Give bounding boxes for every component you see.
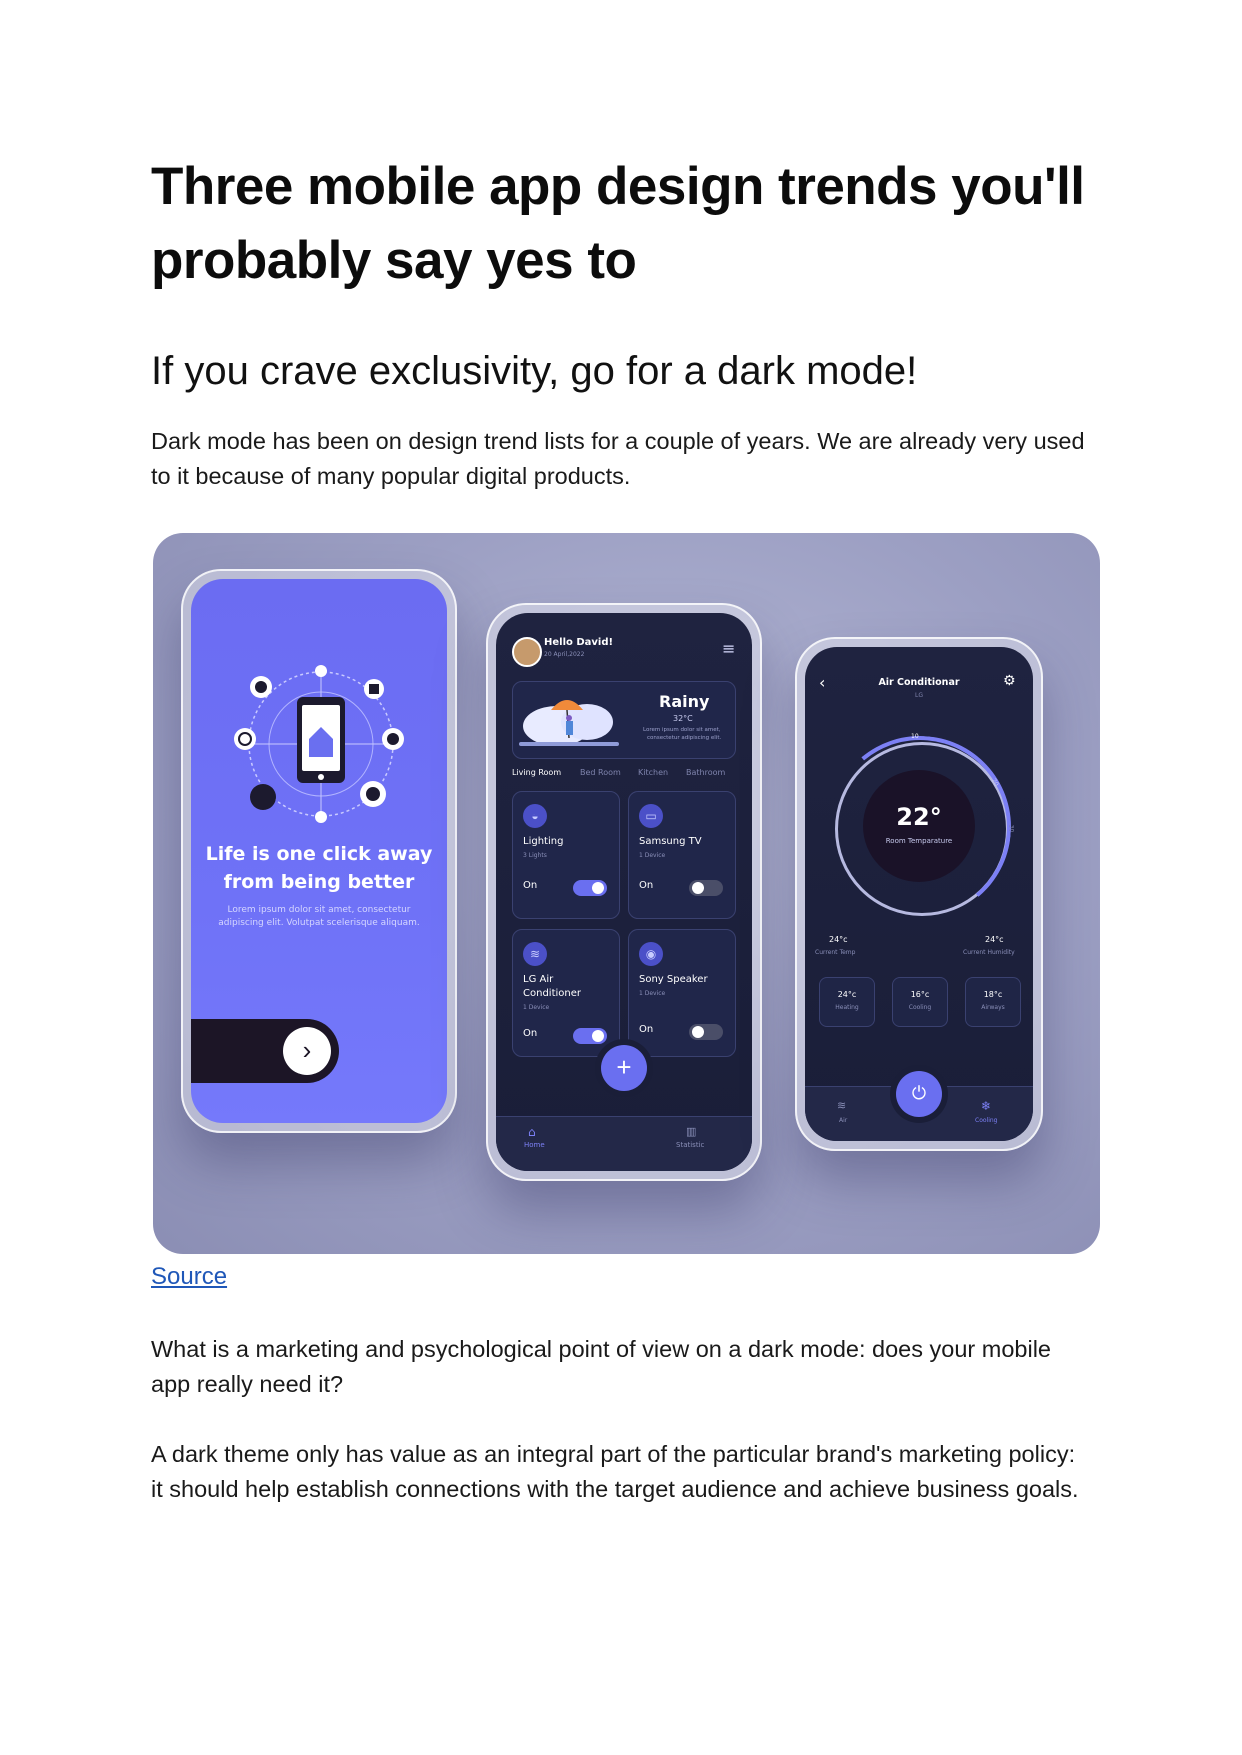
current-humidity-label: Current Humidity: [963, 949, 1015, 956]
tab-bathroom[interactable]: Bathroom: [686, 768, 726, 777]
device-name-line2: Conditioner: [523, 988, 581, 999]
onboarding-headline-line2: from being better: [223, 871, 415, 893]
section-heading: If you crave exclusivity, go for a dark mode!: [151, 349, 918, 393]
device-name: Sony Speaker: [639, 974, 708, 985]
tab-bed-room[interactable]: Bed Room: [580, 768, 621, 777]
current-temp-label: Current Temp: [815, 949, 856, 956]
mode-airways[interactable]: [965, 977, 1021, 1027]
smart-home-illustration: [231, 659, 411, 829]
article: [151, 150, 1091, 494]
device-state: On: [523, 880, 538, 891]
weather-illustration: [517, 688, 627, 752]
app-mockup-image: [153, 533, 1100, 1254]
device-sub: 1 Device: [523, 1004, 550, 1011]
device-sub: 3 Lights: [523, 852, 547, 859]
greeting: Hello David!: [544, 637, 614, 648]
air-icon[interactable]: ≋: [837, 1099, 847, 1112]
nav-home-label[interactable]: Home: [524, 1141, 545, 1149]
speaker-icon: ◉: [639, 942, 663, 966]
weather-temp: 32°C: [673, 714, 693, 723]
current-humidity-value: 24°c: [985, 935, 1004, 944]
scale-mid: 20: [989, 777, 1000, 788]
home-phone: [486, 603, 762, 1181]
lamp-icon: ◒: [523, 804, 547, 828]
mode-value: 18°c: [983, 990, 1003, 999]
source-link[interactable]: Source: [151, 1263, 228, 1290]
device-sub: 1 Device: [639, 990, 666, 997]
weather-note-line1: Lorem ipsum dolor sit amet,: [643, 727, 721, 733]
statistic-icon[interactable]: ▥: [686, 1125, 697, 1138]
scale-top: 10: [911, 733, 919, 740]
nav-air-label[interactable]: Air: [839, 1117, 848, 1124]
device-name: Lighting: [523, 836, 564, 847]
device-toggle[interactable]: [573, 1028, 607, 1044]
onboarding-body-line1: Lorem ipsum dolor sit amet, consectetur: [227, 905, 411, 915]
tab-kitchen[interactable]: Kitchen: [638, 768, 669, 777]
current-temp-value: 24°c: [829, 935, 848, 944]
device-card-tv[interactable]: [628, 791, 736, 919]
mode-label: Cooling: [908, 1004, 932, 1011]
ac-temperature-label: Room Temparature: [885, 837, 953, 845]
chevron-right-icon[interactable]: ›: [283, 1027, 331, 1075]
wind-icon: ≋: [523, 942, 547, 966]
ac-phone: [795, 637, 1043, 1151]
device-sub: 1 Device: [639, 852, 666, 859]
gear-icon[interactable]: ⚙: [1003, 673, 1016, 689]
onboarding-phone: [181, 569, 457, 1133]
device-card-ac[interactable]: [512, 929, 620, 1057]
get-started-slider[interactable]: [191, 1019, 339, 1083]
scale-side: 30: [1007, 824, 1015, 833]
mode-label: Heating: [835, 1004, 859, 1011]
date: 20 April,2022: [544, 651, 585, 658]
paragraph-dark-theme-value: A dark theme only has value as an integral part of the particular brand's marketing policy: it should help establish connections with the target audience and achieve business goals.: [151, 1441, 1079, 1502]
weather-condition: Rainy: [659, 692, 710, 711]
back-icon[interactable]: ‹: [819, 673, 826, 692]
paragraph-marketing-question: What is a marketing and psychological point of view on a dark mode: does your mobile app really need it?: [151, 1336, 1051, 1397]
device-name: Samsung TV: [639, 836, 702, 847]
nav-statistic-label[interactable]: Statistic: [676, 1141, 705, 1149]
device-card-speaker[interactable]: [628, 929, 736, 1057]
onboarding-headline-line1: Life is one click away: [205, 843, 433, 865]
device-card-lighting[interactable]: [512, 791, 620, 919]
mode-value: 16°c: [910, 990, 930, 999]
device-toggle[interactable]: [689, 880, 723, 896]
snowflake-icon[interactable]: ❄: [981, 1099, 992, 1113]
tv-icon: ▭: [639, 804, 663, 828]
tab-living-room[interactable]: Living Room: [512, 768, 562, 777]
home-icon[interactable]: ⌂: [528, 1125, 536, 1139]
device-state: On: [639, 1024, 654, 1035]
mode-cooling[interactable]: [892, 977, 948, 1027]
weather-card[interactable]: [512, 681, 736, 759]
ac-brand: LG: [915, 692, 923, 699]
article-title: Three mobile app design trends you'll probably say yes to: [151, 157, 1085, 290]
mode-label: Airways: [981, 1004, 1005, 1011]
weather-note-line2: consectetur adipiscing elit.: [647, 735, 722, 741]
device-state: On: [523, 1028, 538, 1039]
device-state: On: [639, 880, 654, 891]
menu-icon[interactable]: ≡: [722, 639, 736, 658]
onboarding-body-line2: adipiscing elit. Volutpat scelerisque aliquam.: [218, 918, 420, 928]
ac-temperature: 22°: [896, 803, 942, 831]
nav-cooling-label[interactable]: Cooling: [975, 1117, 998, 1124]
intro-paragraph: Dark mode has been on design trend lists for a couple of years. We are already very used to it because of many popular digital products.: [151, 428, 1085, 489]
device-toggle[interactable]: [573, 880, 607, 896]
ac-title: Air Conditionar: [878, 677, 960, 688]
device-name: LG Air: [523, 974, 554, 985]
mode-value: 24°c: [837, 990, 857, 999]
add-button[interactable]: +: [601, 1045, 647, 1091]
mode-heating[interactable]: [819, 977, 875, 1027]
power-icon[interactable]: ⏻: [896, 1071, 942, 1117]
device-toggle[interactable]: [689, 1024, 723, 1040]
avatar[interactable]: [512, 637, 542, 667]
